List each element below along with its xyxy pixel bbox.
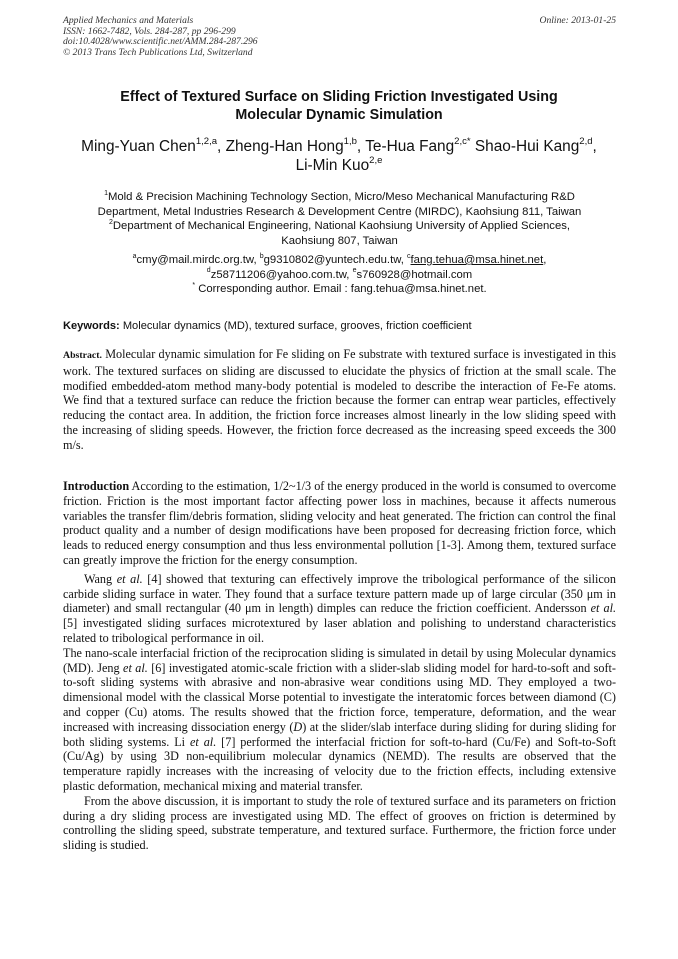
keywords-label: Keywords: — [63, 320, 120, 332]
title-line-1: Effect of Textured Surface on Sliding Friction Investigated Using — [120, 89, 558, 105]
email-c-link[interactable]: fang.tehua@msa.hinet.net — [410, 254, 544, 266]
corr-sup: * — [192, 281, 196, 289]
copyright-line: © 2013 Trans Tech Publications Ltd, Switzerland — [63, 46, 253, 58]
online-date: Online: 2013-01-25 — [539, 15, 616, 26]
author-affil-sup: 1,2,a — [195, 135, 218, 147]
email-b[interactable]: g9310802@yuntech.edu.tw, — [263, 254, 404, 266]
introduction-section — [63, 479, 616, 853]
author-name: Te-Hua Fang — [365, 138, 455, 155]
email-sup: b — [259, 252, 264, 260]
affil-text: Mold & Precision Machining Technology Section, Micro/Meso Mechanical Manufacturing R&D — [107, 191, 575, 203]
corr-text: Corresponding author. Email : fang.tehua@msa.hinet.net. — [198, 283, 487, 295]
text-run: [4] showed that texturing can effectively improve the tribological performance of the silicon carbide sliding surface in water. They found that a surface texture pattern made up of large circular (350 μm in diameter) and small rectangular (40 μm in length) dimples can reduce the friction coefficient. Andersson — [63, 571, 616, 616]
intro-paragraph-3 — [63, 646, 616, 794]
paper-title — [60, 88, 618, 124]
text-run: The nano-scale interfacial friction of the reciprocation sliding is simulated in detail by using Molecular dynamics (MD). Jeng — [63, 645, 616, 675]
symbol-D: D — [293, 719, 303, 734]
email-d[interactable]: z58711206@yahoo.com.tw, — [210, 268, 350, 281]
author-affil-sup: 2,e — [369, 154, 383, 166]
email-a[interactable]: cmy@mail.mirdc.org.tw, — [136, 254, 257, 266]
intro-paragraph-4: From the above discussion, it is important to study the role of textured surface and its parameters on friction during a dry sliding process are investigated using MD. The effect of grooves on friction is determined by controlling the sliding speed, substrate temperature, and textured surface. Furthermore, the friction force under sliding is studied. — [63, 793, 616, 853]
abstract-text: Molecular dynamic simulation for Fe sliding on Fe substrate with textured surface is investigated in this work. The textured surfaces on sliding are discussed to elucidate the physics of friction at the small scale. The modified embedded-atom method many-body potential is modeled to describe the interaction of Fe-Fe atoms. We find that a textured surface can reduce the friction because the former can entrap wear particles, effectively reducing the contact area. In addition, the friction force increases almost linearly in the low sliding speed with the increasing of sliding speeds. However, the friction force decreased as the increasing speed exceeds the 300 m/s. — [63, 347, 616, 452]
affiliation-2-cont: Kaohsiung 807, Taiwan — [281, 234, 398, 247]
author-affil-sup: 2,c* — [454, 135, 471, 147]
intro-p1-text: According to the estimation, 1/2~1/3 of the energy produced in the world is consumed to overcome friction. Friction is the most important factor affecting power loss in machines, because it affects numerous variables the transfer flim/debris formation, sliding velocity and heat generated. The friction can control the final product quality and a number of design modifications have been proposed for decreasing friction force, which leads to reduced energy consumption and thus less environmental pollution [1-3]. Among them, textured surface can greatly improve the friction for the energy consumption. — [63, 479, 616, 567]
affil-sup: 1 — [104, 189, 108, 197]
email-sup: c — [407, 252, 411, 260]
email-e[interactable]: s760928@hotmail.com — [356, 268, 473, 281]
title-line-2: Molecular Dynamic Simulation — [235, 107, 443, 123]
email-sup: a — [132, 252, 137, 260]
issn-line: ISSN: 1662-7482, Vols. 284-287, pp 296-299 — [63, 25, 236, 37]
email-line-2 — [63, 268, 616, 283]
author-name: Ming-Yuan Chen — [81, 138, 196, 155]
email-line-1: $^a$cmy@mail.mirdc.org.tw, $^b$g9310802@yuntech.edu.tw, $^c$fang.tehua@msa.hinet.net, — [132, 252, 547, 266]
affil-sup: 2 — [108, 218, 113, 226]
keywords-text: Molecular dynamics (MD), textured surface, grooves, friction coefficient — [122, 320, 472, 332]
affiliation-1-cont: Department, Metal Industries Research & Development Centre (MIRDC), Kaohsiung 811, Taiwan — [97, 205, 582, 218]
author-name: Shao-Hui Kang — [474, 138, 580, 155]
affiliation-2 — [63, 219, 616, 234]
et-al: et al. — [123, 660, 148, 675]
email-sup: e — [352, 267, 357, 275]
affiliation-1 — [63, 190, 616, 205]
text-run: Wang — [84, 571, 117, 586]
abstract-label: Abstract. — [63, 350, 102, 361]
et-al: et al. — [116, 571, 143, 586]
author-name: Zheng-Han Hong — [225, 138, 344, 155]
text-run: ) at the slider/slab interface during sliding for during sliding for both sliding systems. Li — [63, 719, 616, 749]
intro-paragraph-2 — [63, 572, 616, 646]
intro-paragraph-1 — [63, 479, 616, 568]
affiliations — [63, 190, 616, 248]
text-run: [5] investigated sliding surfaces microtextured by laser ablation and polishing to understand characteristics related to tribological performance in oil. — [63, 616, 616, 645]
intro-heading: Introduction — [63, 479, 130, 493]
doi-line: doi:10.4028/www.scientific.net/AMM.284-287.296 — [63, 36, 258, 48]
et-al: et al. — [590, 601, 616, 616]
email-sup: d — [206, 267, 211, 275]
journal-header — [63, 16, 616, 58]
author-affil-sup: 2,d — [579, 135, 593, 147]
corresponding-author — [63, 282, 616, 297]
author-emails — [63, 253, 616, 297]
author-name: Li-Min Kuo — [295, 157, 370, 174]
author-list: Ming-Yuan Chen$^{1,2,a}$, Zheng-Han Hong$^{1,b}$, Te-Hua Fang$^{2,c*}$ Shao-Hui Kang$^{2,d}$, Li-Min Kuo$^{2,e}$ — [81, 135, 597, 174]
text-run: [6] investigated atomic-scale friction with a slider-slab sliding model for hard-to-soft and soft-to-soft sliding systems with abrasive and non-abrasive wear conditions using MD. They employed a two-dimensional model with the classical Morse potential to investigate the interatomic forces between diamond (C) and copper (Cu) atoms. The results showed that the friction force, temperature, deformation, and the wear increased with increasing dissociation energy ( — [63, 660, 616, 734]
keywords — [63, 319, 616, 333]
affil-text: Department of Mechanical Engineering, National Kaohsiung University of Applied Sciences, — [112, 220, 571, 232]
text-run: [7] performed the interfacial friction for soft-to-hard (Cu/Fe) and Soft-to-Soft (Cu/Ag) by using 3D non-equilibrium molecular dynamics (NEMD). The results are observed that the temperature rapidly increases with the increasing of velocity due to the friction effects, including extensive plastic deformation, mechanical mixing and material transfer. — [63, 734, 617, 793]
journal-name: Applied Mechanics and Materials — [63, 15, 194, 26]
abstract — [63, 347, 616, 453]
et-al: et al. — [190, 734, 217, 749]
author-affil-sup: 1,b — [343, 135, 357, 147]
